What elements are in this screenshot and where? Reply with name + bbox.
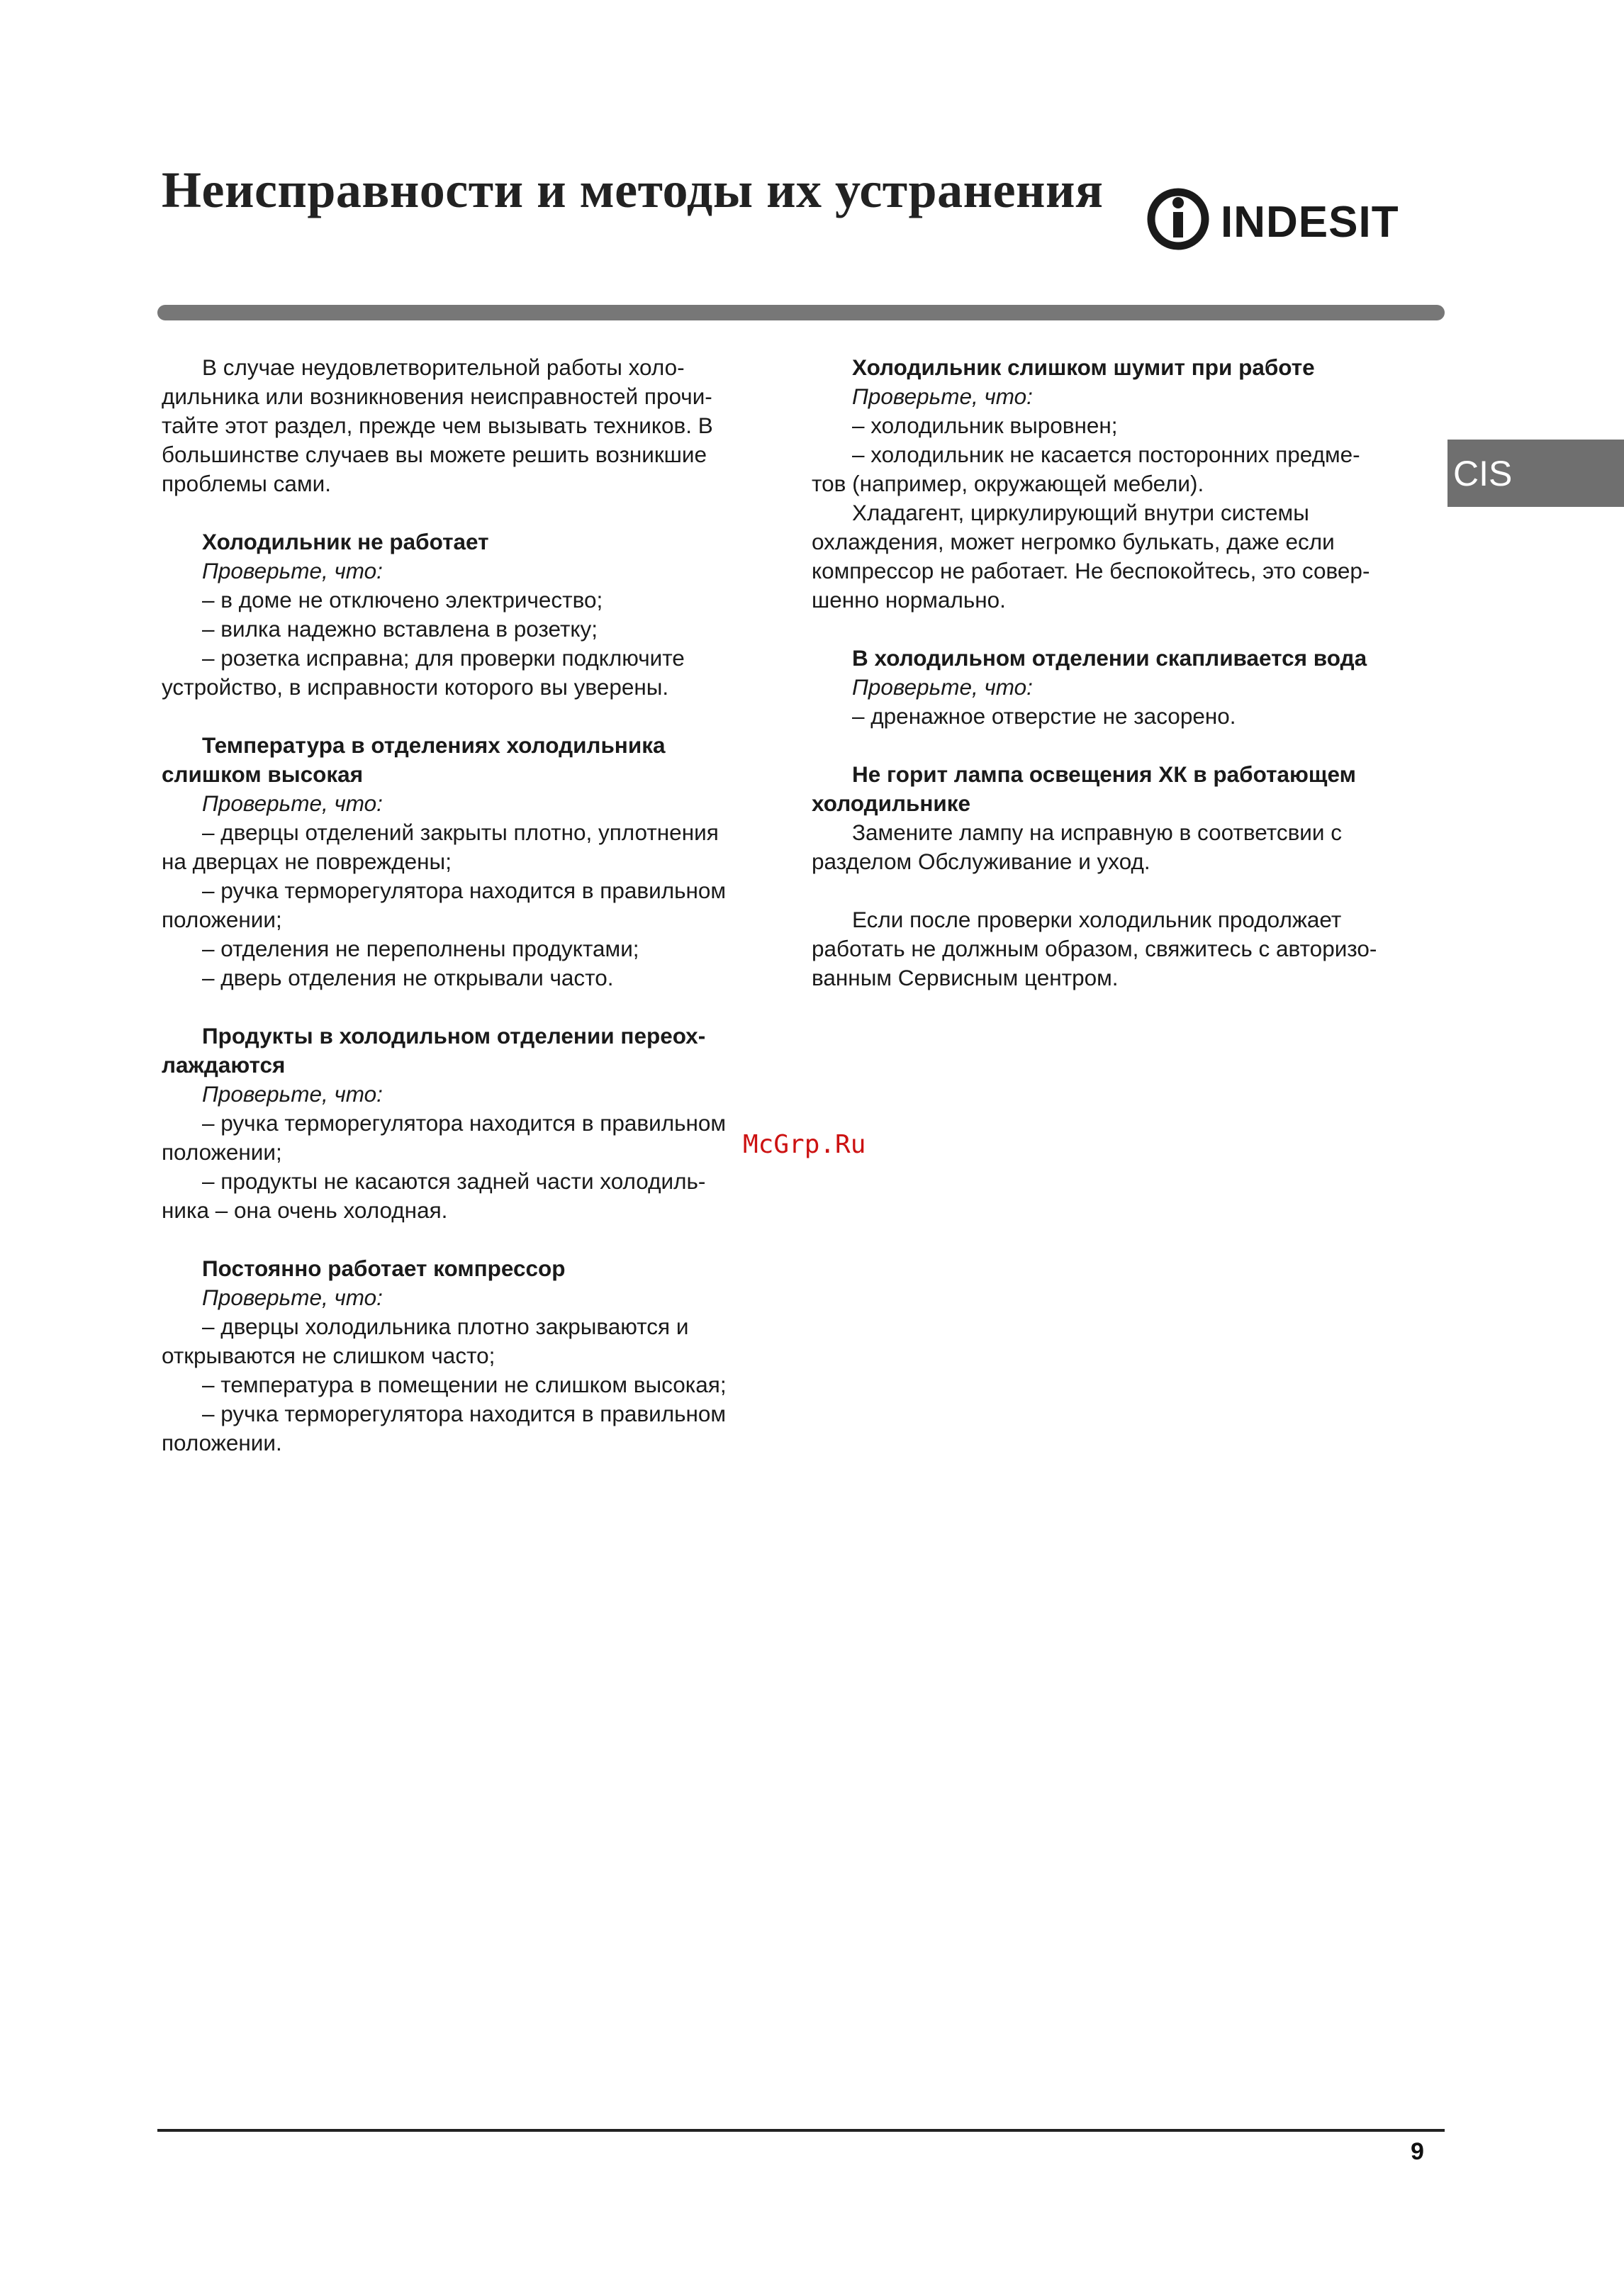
section-line: – розетка исправна; для проверки подключите — [202, 645, 685, 671]
section-line: устройство, в исправности которого вы уверены. — [162, 674, 669, 700]
check-label: Проверьте, что: — [202, 1081, 383, 1107]
section-line: положении; — [162, 907, 282, 932]
check-label: Проверьте, что: — [852, 674, 1033, 700]
page-title: Неисправности и методы их устранения — [162, 162, 1104, 218]
section-heading: Холодильник не работает — [202, 529, 489, 554]
section-line: – ручка терморегулятора находится в правильном — [202, 1110, 727, 1136]
section-line: разделом Обслуживание и уход. — [812, 849, 1150, 874]
section-line: – холодильник не касается посторонних предме- — [852, 442, 1360, 467]
section-line: тов (например, окружающей мебели). — [812, 471, 1204, 496]
check-label: Проверьте, что: — [202, 558, 383, 583]
section-heading: Холодильник слишком шумит при работе — [852, 354, 1315, 380]
indesit-logo — [1143, 180, 1426, 258]
region-tab-cis — [1447, 440, 1624, 507]
brand-name: INDESIT — [1221, 198, 1399, 247]
section-line: – дверцы холодильника плотно закрываются и — [202, 1314, 689, 1339]
section-line: – дверь отделения не открывали часто. — [202, 965, 614, 990]
section-line: положении; — [162, 1139, 282, 1165]
section-line: на дверцах не повреждены; — [162, 849, 452, 874]
section-line: – отделения не переполнены продуктами; — [202, 936, 639, 961]
section-line: Если после проверки холодильник продолжает — [852, 907, 1342, 932]
troubleshooting-section — [812, 644, 1421, 731]
section-heading: В холодильном отделении скапливается вода — [852, 645, 1367, 671]
troubleshooting-section — [812, 905, 1421, 993]
troubleshooting-section — [162, 1022, 778, 1225]
troubleshooting-section — [812, 760, 1421, 876]
troubleshooting-section — [162, 1254, 778, 1458]
intro-line: дильника или возникновения неисправностей прочи- — [162, 384, 712, 409]
header-divider — [157, 305, 1445, 320]
intro-line: тайте этот раздел, прежде чем вызывать техников. В — [162, 413, 713, 438]
section-line: охлаждения, может негромко булькать, даже если — [812, 529, 1335, 554]
check-label: Проверьте, что: — [202, 1285, 383, 1310]
intro-line: В случае неудовлетворительной работы холо- — [202, 354, 685, 380]
section-line: – ручка терморегулятора находится в правильном — [202, 878, 727, 903]
troubleshooting-section — [162, 731, 778, 993]
check-label: Проверьте, что: — [202, 790, 383, 816]
section-line: – в доме не отключено электричество; — [202, 587, 603, 613]
section-line: Хладагент, циркулирующий внутри системы — [852, 500, 1309, 525]
intro-line: большинстве случаев вы можете решить возникшие — [162, 442, 707, 467]
section-line: – дверцы отделений закрыты плотно, уплотнения — [202, 820, 719, 845]
watermark: McGrp.Ru — [743, 1130, 866, 1159]
section-line: открываются не слишком часто; — [162, 1343, 495, 1368]
section-line: – дренажное отверстие не засорено. — [852, 703, 1236, 729]
footer-divider — [157, 2129, 1445, 2132]
section-heading: Температура в отделениях холодильника — [202, 732, 666, 758]
check-label: Проверьте, что: — [852, 384, 1033, 409]
intro-paragraph — [162, 353, 778, 498]
intro-line: проблемы сами. — [162, 471, 331, 496]
right-column — [812, 353, 1421, 993]
section-line: – продукты не касаются задней части холодиль- — [202, 1168, 706, 1194]
section-heading: Продукты в холодильном отделении переох- — [202, 1023, 706, 1049]
section-heading: холодильнике — [812, 790, 971, 816]
section-line: – вилка надежно вставлена в розетку; — [202, 616, 598, 642]
section-line: шенно нормально. — [812, 587, 1006, 613]
section-heading: лаждаются — [162, 1052, 286, 1078]
section-line: ника – она очень холодная. — [162, 1197, 448, 1223]
section-line: – холодильник выровнен; — [852, 413, 1118, 438]
section-line: – ручка терморегулятора находится в правильном — [202, 1401, 727, 1426]
region-tab-label: CIS — [1453, 453, 1513, 493]
section-line: работать не должным образом, свяжитесь с авторизо- — [812, 936, 1377, 961]
section-line: положении. — [162, 1430, 282, 1455]
section-heading: Постоянно работает компрессор — [202, 1256, 566, 1281]
section-line: компрессор не работает. Не беспокойтесь, это совер- — [812, 558, 1370, 583]
section-line: Замените лампу на исправную в соответсвии с — [852, 820, 1343, 845]
troubleshooting-section — [162, 527, 778, 702]
section-line: ванным Сервисным центром. — [812, 965, 1119, 990]
section-heading: Не горит лампа освещения ХК в работающем — [852, 761, 1356, 787]
section-line: – температура в помещении не слишком высокая; — [202, 1372, 727, 1397]
left-column — [162, 353, 778, 1458]
section-heading: слишком высокая — [162, 761, 364, 787]
indesit-logo-icon — [1143, 180, 1426, 258]
troubleshooting-section — [812, 353, 1421, 615]
page-number: 9 — [1411, 2138, 1424, 2165]
